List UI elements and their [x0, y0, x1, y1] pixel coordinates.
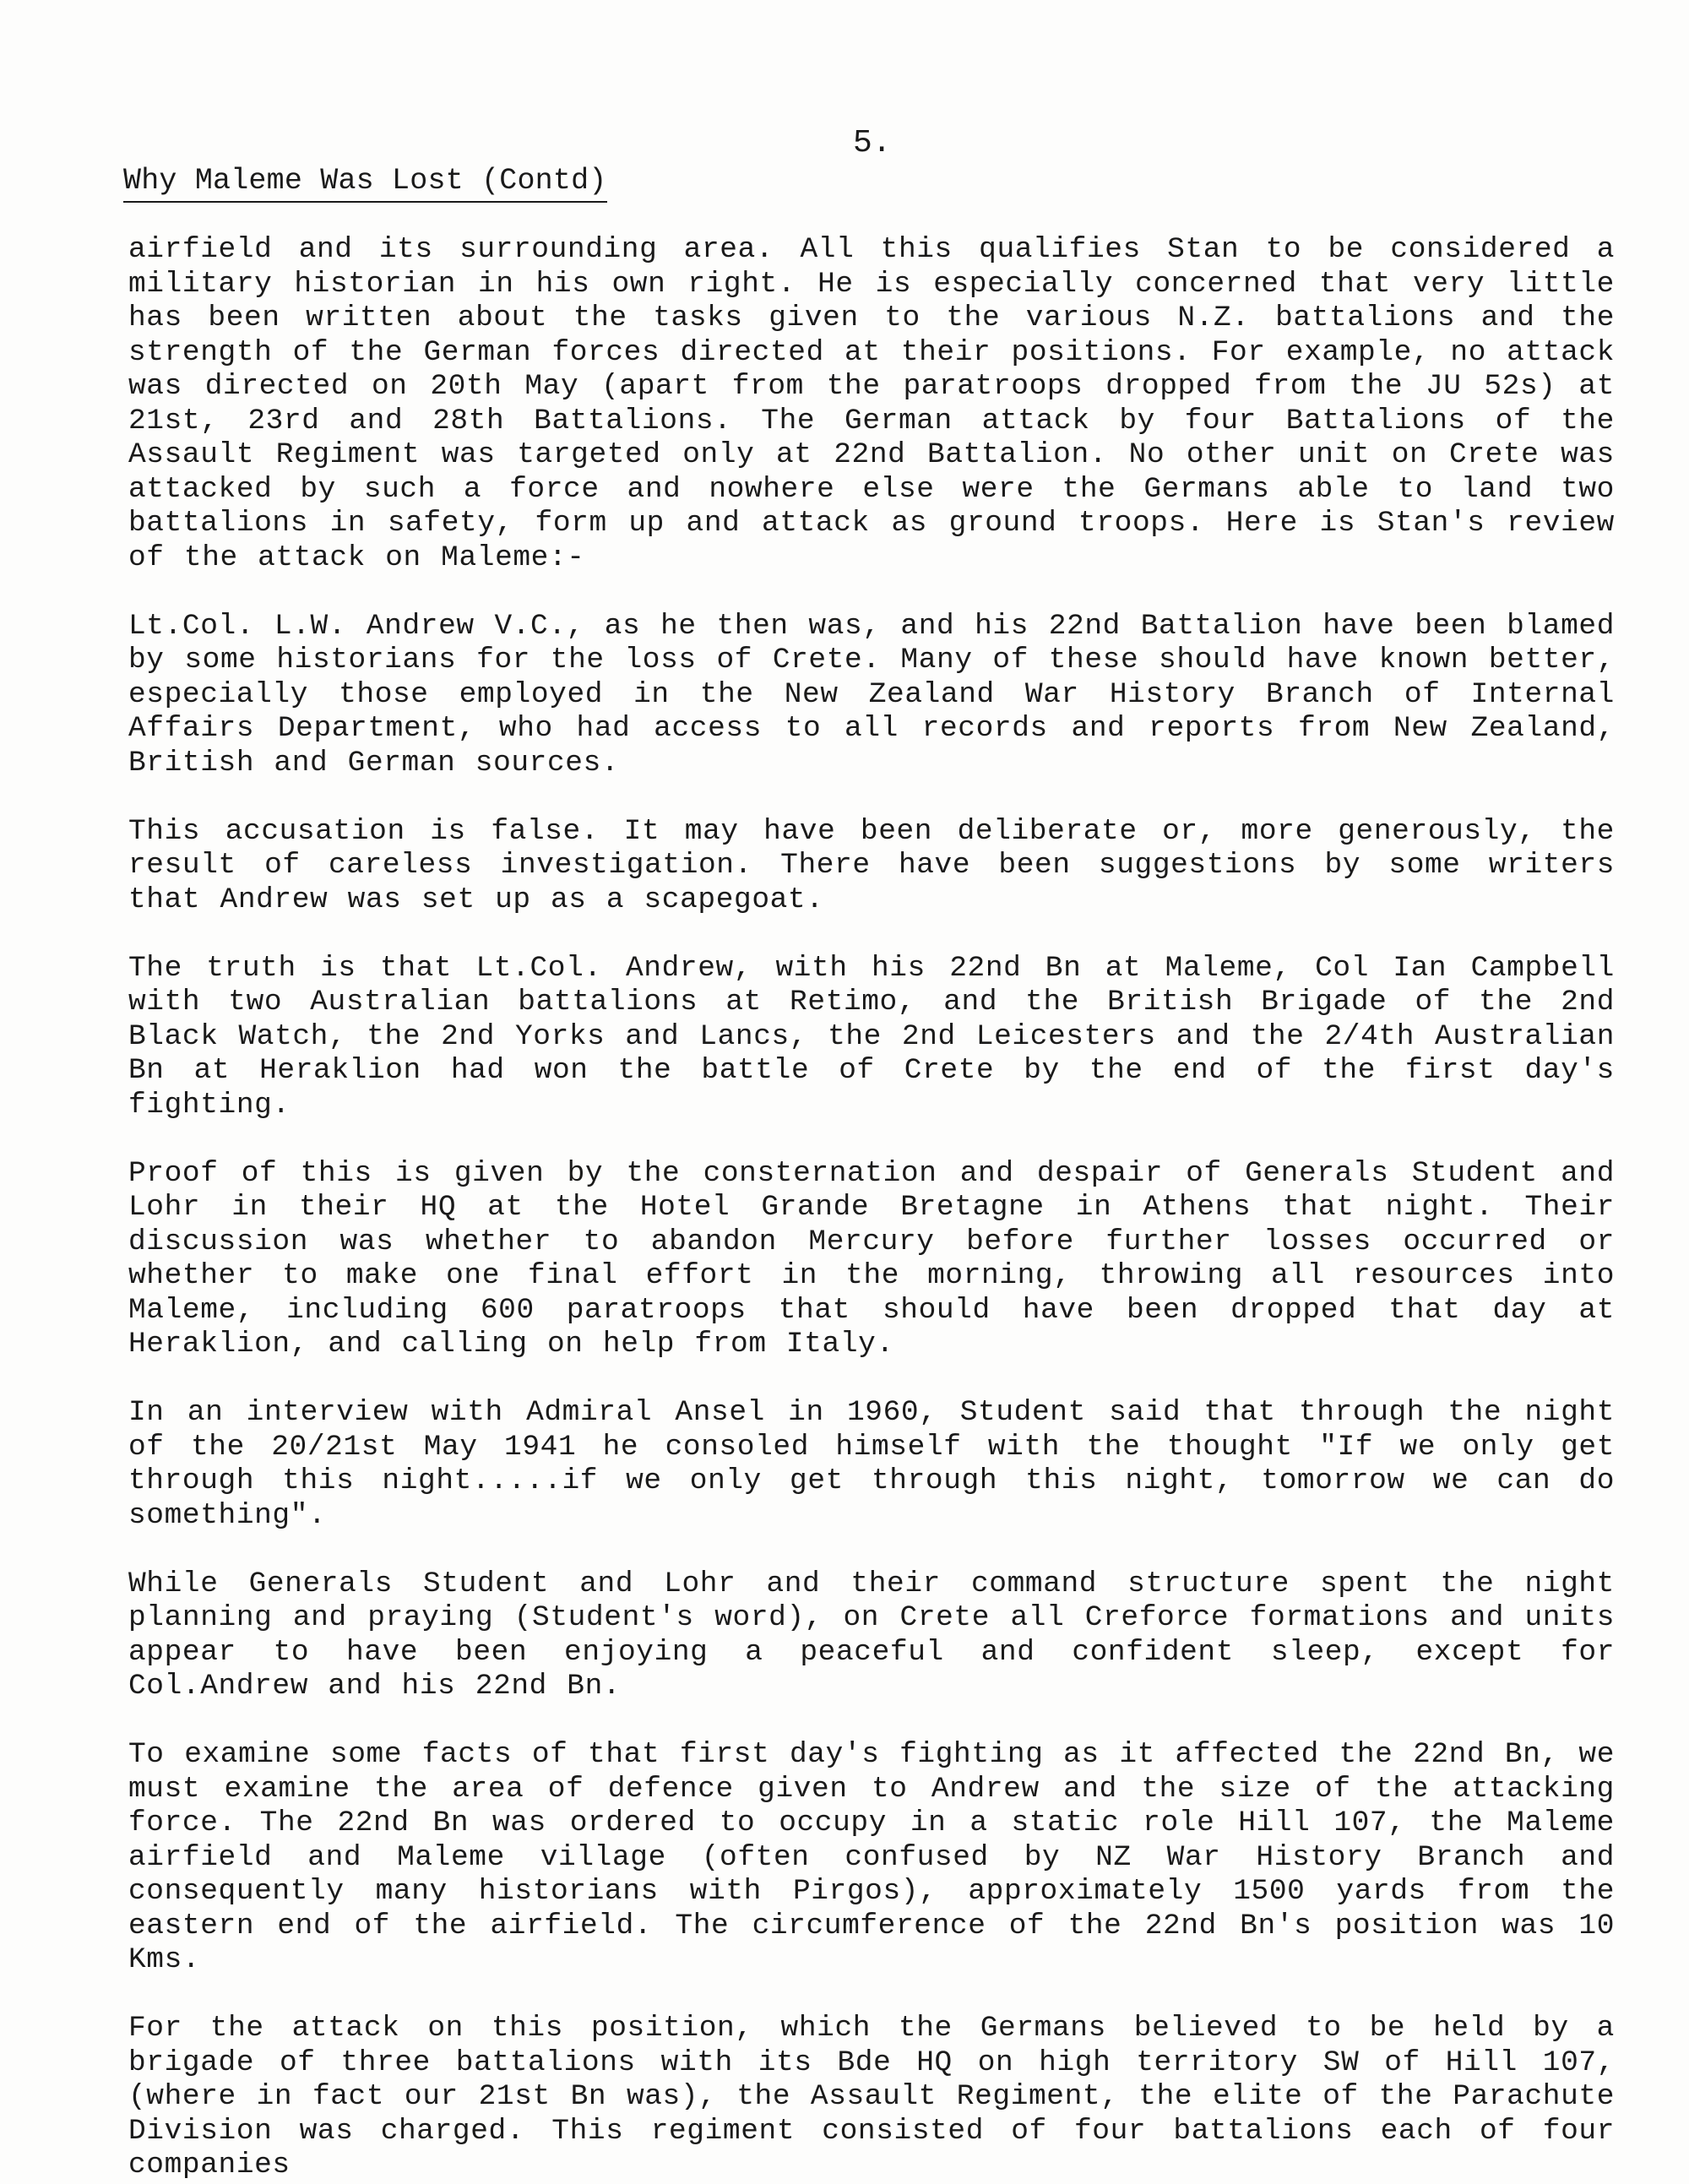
paragraph: This accusation is false. It may have been deliberate or, more generously, the result of careless investigation. There have been suggestions by some writers that Andrew was set up as a scapegoat. [128, 814, 1615, 916]
paragraph: Lt.Col. L.W. Andrew V.C., as he then was, and his 22nd Battalion have been blamed by some historians for the loss of Crete. Many of these should have known better, especially those employed in the New Zealand War History Branch of Internal Affairs Department, who had access to all records and reports from New Zealand, British and German sources. [128, 609, 1615, 780]
page-number: 5. [853, 125, 892, 161]
paragraph: Proof of this is given by the consternation and despair of Generals Student and Lohr in their HQ at the Hotel Grande Bretagne in Athens that night. Their discussion was whether to abandon Mercury before further losses occurred or whether to make one final effort in the morning, throwing all resources into Maleme, including 600 paratroops that should have been dropped that day at Heraklion, and calling on help from Italy. [128, 1156, 1615, 1361]
paragraph: airfield and its surrounding area. All this qualifies Stan to be considered a military historian in his own right. He is especially concerned that very little has been written about the tasks given to the various N.Z. battalions and the strength of the German forces directed at their positions. For example, no attack was directed on 20th May (apart from the paratroops dropped from the JU 52s) at 21st, 23rd and 28th Battalions. The German attack by four Battalions of the Assault Regiment was targeted only at 22nd Battalion. No other unit on Crete was attacked by such a force and nowhere else were the Germans able to land two battalions in safety, form up and attack as ground troops. Here is Stan's review of the attack on Maleme:- [128, 233, 1615, 574]
paragraph: For the attack on this position, which the Germans believed to be held by a brigade of three battalions with its Bde HQ on high territory SW of Hill 107, (where in fact our 21st Bn was), the Assault Regiment, the elite of the Parachute Division was charged. This regiment consisted of four battalions each of four companies [128, 2012, 1615, 2181]
paragraph: In an interview with Admiral Ansel in 1960, Student said that through the night of the 20/21st May 1941 he consoled himself with the thought "If we only get through this night.....if we only get through this night, tomorrow we can do something". [128, 1396, 1615, 1532]
paragraph: To examine some facts of that first day's fighting as it affected the 22nd Bn, we must examine the area of defence given to Andrew and the size of the attacking force. The 22nd Bn was ordered to occupy in a static role Hill 107, the Maleme airfield and Maleme village (often confused by NZ War History Branch and consequently many historians with Pirgos), approximately 1500 yards from the eastern end of the airfield. The circumference of the 22nd Bn's position was 10 Kms. [128, 1738, 1615, 1976]
paragraph: While Generals Student and Lohr and their command structure spent the night planning and praying (Student's word), on Crete all Creforce formations and units appear to have been enjoying a peaceful and confident sleep, except for Col.Andrew and his 22nd Bn. [128, 1567, 1615, 1703]
paragraph: The truth is that Lt.Col. Andrew, with his 22nd Bn at Maleme, Col Ian Campbell with two Australian battalions at Retimo, and the British Brigade of the 2nd Black Watch, the 2nd Yorks and Lancs, the 2nd Leicesters and the 2/4th Australian Bn at Heraklion had won the battle of Crete by the end of the first day's fighting. [128, 951, 1615, 1122]
document-body [128, 233, 1615, 2183]
page-title: Why Maleme Was Lost (Contd) [123, 164, 607, 203]
